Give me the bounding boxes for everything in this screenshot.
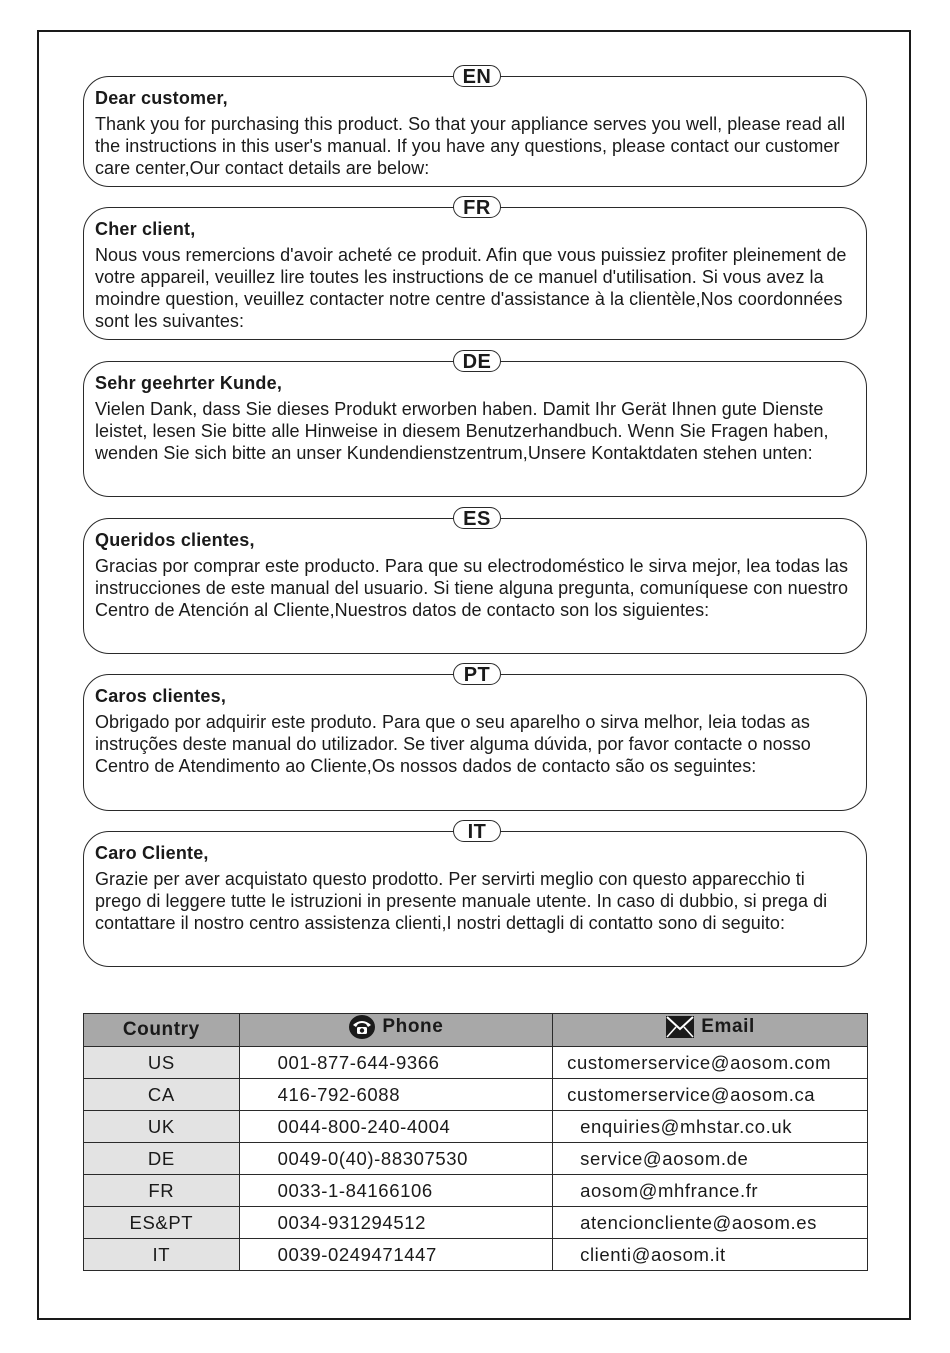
phone-cell: 0033-1-84166106 — [239, 1175, 552, 1207]
language-tag-it: IT — [453, 820, 501, 842]
country-cell: DE — [84, 1143, 240, 1175]
phone-cell: 0039-0249471447 — [239, 1239, 552, 1271]
country-cell: FR — [84, 1175, 240, 1207]
body-de: Vielen Dank, dass Sie dieses Produkt erworben haben. Damit Ihr Gerät Ihnen gute Dienste leistet, lesen Sie bitte alle Hinweise in diesem Benutzerhandbuch. Wenn Sie Fragen haben, wenden Sie sich bitte an unser Kundendienstzentrum,Unsere Kontaktdaten stehen unten: — [95, 399, 829, 463]
phone-cell: 416-792-6088 — [239, 1079, 552, 1111]
table-row — [84, 1239, 868, 1271]
phone-cell: 0049-0(40)-88307530 — [239, 1143, 552, 1175]
language-tag-de: DE — [453, 350, 501, 372]
language-tag-en: EN — [453, 65, 501, 87]
table-row — [84, 1111, 868, 1143]
email-cell: aosom@mhfrance.fr — [553, 1175, 868, 1207]
table-header-row — [84, 1014, 868, 1047]
table-row — [84, 1207, 868, 1239]
language-tag-es: ES — [453, 507, 501, 529]
email-cell: customerservice@aosom.ca — [553, 1079, 868, 1111]
email-cell: customerservice@aosom.com — [553, 1047, 868, 1079]
country-cell: US — [84, 1047, 240, 1079]
header-phone-label: Phone — [382, 1016, 444, 1037]
country-cell: ES&PT — [84, 1207, 240, 1239]
country-cell: IT — [84, 1239, 240, 1271]
section-de — [83, 351, 867, 497]
body-it: Grazie per aver acquistato questo prodotto. Per servirti meglio con questo apparecchio ti prego di leggere tutte le istruzioni in presente manuale utente. In caso di dubbio, si prega di contattare il nostro centro assistenza clienti,I nostri dettagli di contatto sono di seguito: — [95, 869, 828, 933]
header-country-label: Country — [122, 1019, 200, 1040]
email-cell: service@aosom.de — [553, 1143, 868, 1175]
table-row — [84, 1079, 868, 1111]
section-pt — [83, 664, 867, 811]
greeting-fr: Cher client, — [95, 219, 196, 239]
greeting-it: Caro Cliente, — [95, 843, 209, 863]
header-email — [553, 1014, 868, 1047]
body-fr: Nous vous remercions d'avoir acheté ce produit. Afin que vous puissiez profiter pleinement de votre appareil, veuillez lire toutes les instructions de ce manuel d'utilisation. Si vous avez la moindre question, veuillez contacter notre centre d'assistance à la clientèle,Nos coordonnées sont les suivantes: — [95, 245, 847, 331]
section-es — [83, 508, 867, 654]
header-email-label: Email — [701, 1016, 755, 1037]
contact-table — [83, 1013, 868, 1271]
section-fr — [83, 197, 867, 340]
country-cell: UK — [84, 1111, 240, 1143]
section-it — [83, 821, 867, 967]
table-row — [84, 1143, 868, 1175]
header-country — [84, 1014, 240, 1047]
language-tag-pt: PT — [453, 663, 501, 685]
body-en: Thank you for purchasing this product. So that your appliance serves you well, please read all the instructions in this user's manual. If you have any questions, please contact our customer care center,Our contact details are below: — [95, 114, 846, 178]
header-phone — [239, 1014, 552, 1047]
language-tag-fr: FR — [453, 196, 501, 218]
table-row — [84, 1175, 868, 1207]
greeting-de: Sehr geehrter Kunde, — [95, 373, 283, 393]
body-pt: Obrigado por adquirir este produto. Para que o seu aparelho o sirva melhor, leia todas as instruções deste manual do utilizador. Se tiver alguma dúvida, por favor contacte o nosso Centro de Atendimento ao Cliente,Os nossos dados de contacto são os seguintes: — [95, 712, 811, 776]
email-cell: atencioncliente@aosom.es — [553, 1207, 868, 1239]
greeting-en: Dear customer, — [95, 88, 228, 108]
telephone-icon — [348, 1014, 376, 1040]
email-cell: clienti@aosom.it — [553, 1239, 868, 1271]
body-es: Gracias por comprar este producto. Para que su electrodoméstico le sirva mejor, lea todas las instrucciones de este manual del usuario. Si tiene alguna pregunta, comuníquese con nuestro Centro de Atención al Cliente,Nuestros datos de contacto son los siguientes: — [95, 556, 849, 620]
envelope-icon — [665, 1015, 695, 1039]
country-cell: CA — [84, 1079, 240, 1111]
phone-cell: 0044-800-240-4004 — [239, 1111, 552, 1143]
email-cell: enquiries@mhstar.co.uk — [553, 1111, 868, 1143]
phone-cell: 001-877-644-9366 — [239, 1047, 552, 1079]
section-en — [83, 66, 867, 187]
table-row — [84, 1047, 868, 1079]
greeting-es: Queridos clientes, — [95, 530, 255, 550]
phone-cell: 0034-931294512 — [239, 1207, 552, 1239]
greeting-pt: Caros clientes, — [95, 686, 227, 706]
